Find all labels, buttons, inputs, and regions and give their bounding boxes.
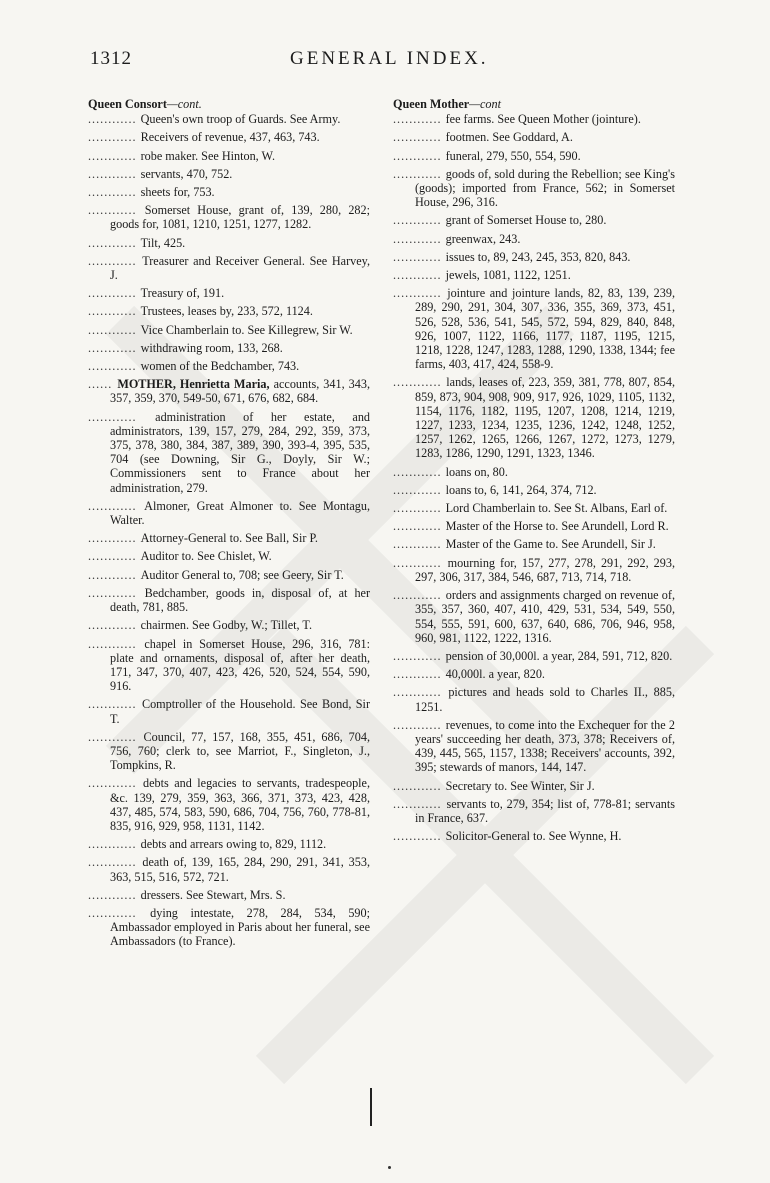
index-entry <box>88 906 370 949</box>
entry-text: death of, 139, 165, 284, 290, 291, 341, 353, 363, 515, 516, 572, 721. <box>110 855 371 884</box>
index-entry <box>393 667 675 681</box>
leader-dots: ............ <box>88 837 141 852</box>
index-entry <box>393 149 675 163</box>
index-entry <box>393 829 675 843</box>
heading-suffix: —cont. <box>166 97 202 111</box>
entry-text: women of the Bedchamber, 743. <box>140 359 300 374</box>
index-entry <box>88 377 370 405</box>
entry-text: loans on, 80. <box>445 464 508 479</box>
entry-text: fee farms. See Queen Mother (jointure). <box>445 112 641 127</box>
leader-dots: ............ <box>88 567 141 582</box>
leader-dots: ............ <box>88 340 141 355</box>
entry-text: robe maker. See Hinton, W. <box>140 148 275 163</box>
index-entry <box>88 618 370 632</box>
index-entry <box>88 549 370 563</box>
index-entry <box>88 341 370 355</box>
right-column <box>393 97 675 847</box>
index-entry <box>88 112 370 126</box>
entry-text: Master of the Game to. See Arundell, Sir J. <box>445 537 656 552</box>
leader-dots: ............ <box>88 887 141 902</box>
entry-text: pictures and heads sold to Charles II., 885, 1251. <box>415 685 675 714</box>
entry-text: revenues, to come into the Exchequer for the 2 years' succeeding her death, 373, 378; Receivers of, 439, 445, 565, 1157, 1338; Receivers' accounts, 392, 395; stewards of manors, 144, 147. <box>415 717 675 775</box>
entry-text: accounts, 341, 343, 357, 359, 370, 549-50, 671, 676, 682, 684. <box>110 377 370 406</box>
index-entry <box>88 323 370 337</box>
entry-text: dressers. See Stewart, Mrs. S. <box>140 887 286 902</box>
entry-text: Bedchamber, goods in, disposal of, at her death, 781, 885. <box>110 585 371 615</box>
index-entry <box>393 718 675 775</box>
index-entry <box>393 268 675 282</box>
leader-dots: ............ <box>393 213 446 228</box>
entry-text: pension of 30,000l. a year, 284, 591, 712, 820. <box>445 648 673 663</box>
entry-text: Treasurer and Receiver General. See Harvey, J. <box>110 253 370 283</box>
index-entry <box>393 588 675 645</box>
leader-dots: ...... <box>88 377 118 392</box>
index-entry <box>88 304 370 318</box>
leader-dots: ............ <box>88 148 141 163</box>
entry-text: Queen's own troop of Guards. See Army. <box>140 112 341 127</box>
index-entry <box>88 130 370 144</box>
index-entry <box>88 855 370 883</box>
leader-dots: ............ <box>88 636 145 651</box>
entry-name: MOTHER, Henrietta Maria, <box>117 377 270 392</box>
leader-dots: ............ <box>393 555 448 570</box>
entry-text: Auditor General to, 708; see Geery, Sir T. <box>140 567 344 582</box>
leader-dots: ............ <box>393 501 446 516</box>
leader-dots: ............ <box>88 322 141 337</box>
index-entry <box>88 730 370 773</box>
entry-text: Trustees, leases by, 233, 572, 1124. <box>140 304 313 319</box>
entry-text: Council, 77, 157, 168, 355, 451, 686, 704, 756, 760; clerk to, see Marriot, F., Singleton, J., Tompkins, R. <box>110 729 371 773</box>
entry-text: Secretary to. See Winter, Sir J. <box>445 778 595 793</box>
entry-text: Auditor to. See Chislet, W. <box>140 549 272 564</box>
entry-text: Comptroller of the Household. See Bond, Sir T. <box>110 697 371 726</box>
entry-text: dying intestate, 278, 284, 534, 590; Ambassador employed in Paris about her funeral, see Ambassadors (to France). <box>110 905 370 949</box>
entry-text: goods of, sold during the Rebellion; see King's (goods); imported from France, 562; in Somerset House, 296, 316. <box>415 166 675 210</box>
leader-dots: ............ <box>88 185 141 200</box>
entry-text: Somerset House, grant of, 139, 280, 282; goods for, 1081, 1210, 1251, 1277, 1282. <box>110 203 370 232</box>
index-entry <box>88 568 370 582</box>
index-entry <box>88 776 370 833</box>
leader-dots: ............ <box>88 498 145 513</box>
leader-dots: ............ <box>393 519 446 534</box>
entry-text: grant of Somerset House to, 280. <box>445 213 607 228</box>
index-entry <box>393 167 675 210</box>
leader-dots: ............ <box>393 286 448 301</box>
leader-dots: ............ <box>88 359 141 374</box>
leader-dots: ............ <box>393 796 447 811</box>
column-heading <box>393 97 675 111</box>
index-entry <box>88 410 370 495</box>
index-entry <box>393 537 675 551</box>
index-entry <box>88 286 370 300</box>
left-entry-list <box>88 112 370 948</box>
entry-text: Master of the Horse to. See Arundell, Lord R. <box>445 519 669 534</box>
index-entry <box>88 586 370 614</box>
entry-text: debts and arrears owing to, 829, 1112. <box>140 837 327 852</box>
index-entry <box>88 531 370 545</box>
index-entry <box>393 465 675 479</box>
index-entry <box>393 130 675 144</box>
entry-text: chairmen. See Godby, W.; Tillet, T. <box>140 618 313 633</box>
left-column <box>88 97 370 953</box>
index-entry <box>393 519 675 533</box>
entry-text: footmen. See Goddard, A. <box>445 130 573 145</box>
index-entry <box>88 167 370 181</box>
entry-text: lands, leases of, 223, 359, 381, 778, 807, 854, 859, 873, 904, 908, 909, 917, 926, 1029, 1105, 1132, 1154, 1176, 1182, 1195, 1207, 1208, 1214, 1219, 1227, 1233, 1234, 1235, 1236, 1242, 1248, 1252, 1257, 1262, 1265, 1266, 1267, 1272, 1273, 1279, 1283, 1286, 1290, 1291, 1323, 1346. <box>415 375 676 461</box>
entry-text: issues to, 89, 243, 245, 353, 820, 843. <box>445 249 631 264</box>
index-entry <box>393 556 675 584</box>
leader-dots: ............ <box>393 829 446 844</box>
leader-dots: ............ <box>393 482 446 497</box>
entry-text: withdrawing room, 133, 268. <box>140 340 283 355</box>
index-entry <box>393 250 675 264</box>
leader-dots: ............ <box>88 112 141 127</box>
entry-text: orders and assignments charged on revenue of, 355, 357, 360, 407, 410, 429, 531, 534, 549, 550, 554, 555, 591, 600, 637, 640, 686, 706, 946, 958, 960, 981, 1122, 1222, 1316. <box>415 588 676 645</box>
entry-text: sheets for, 753. <box>140 185 215 200</box>
index-entry <box>88 254 370 282</box>
entry-text: greenwax, 243. <box>445 231 521 246</box>
page-number: 1312 <box>90 48 132 69</box>
index-entry <box>88 185 370 199</box>
leader-dots: ............ <box>88 729 144 744</box>
footer-dot <box>388 1166 391 1169</box>
leader-dots: ............ <box>393 667 446 682</box>
leader-dots: ............ <box>88 776 144 791</box>
index-entry <box>393 797 675 825</box>
leader-dots: ............ <box>393 112 446 127</box>
leader-dots: ............ <box>88 235 141 250</box>
leader-dots: ............ <box>393 148 446 163</box>
leader-dots: ............ <box>88 905 151 920</box>
heading-text: Queen Consort <box>88 97 167 111</box>
index-entry <box>88 236 370 250</box>
heading-suffix: —cont <box>469 97 501 111</box>
leader-dots: ............ <box>393 130 446 145</box>
entry-text: Attorney-General to. See Ball, Sir P. <box>140 531 318 546</box>
column-heading <box>88 97 370 111</box>
margin-rule <box>370 1088 372 1126</box>
index-entry <box>393 649 675 663</box>
entry-text: chapel in Somerset House, 296, 316, 781: plate and ornaments, disposal of, after her death, 171, 347, 370, 407, 423, 426, 520, 524, 554, 590, 916. <box>110 636 371 694</box>
entry-text: servants, 470, 752. <box>140 166 233 181</box>
entry-text: jointure and jointure lands, 82, 83, 139, 239, 289, 290, 291, 304, 307, 336, 355, 369, 373, 451, 526, 528, 536, 541, 545, 572, 594, 829, 840, 848, 926, 1007, 1122, 1166, 1177, 1187, 1195, 1215, 1218, 1228, 1247, 1283, 1288, 1290, 1338, 1344; fee farms, 403, 417, 424, 558-9. <box>415 286 675 372</box>
entry-text: 40,000l. a year, 820. <box>445 667 545 682</box>
right-entry-list <box>393 112 675 843</box>
entry-text: jewels, 1081, 1122, 1251. <box>445 268 571 283</box>
leader-dots: ............ <box>393 231 446 246</box>
index-entry <box>88 203 370 231</box>
running-title: GENERAL INDEX. <box>290 48 489 69</box>
leader-dots: ............ <box>393 537 446 552</box>
leader-dots: ............ <box>88 253 143 268</box>
index-entry <box>88 837 370 851</box>
entry-text: Almoner, Great Almoner to. See Montagu, Walter. <box>110 498 370 528</box>
page-header <box>90 48 720 78</box>
entry-text: Vice Chamberlain to. See Killegrew, Sir W. <box>140 322 353 337</box>
index-entry <box>88 359 370 373</box>
leader-dots: ............ <box>88 166 141 181</box>
leader-dots: ............ <box>88 286 141 301</box>
index-entry <box>393 375 675 460</box>
index-entry <box>88 888 370 902</box>
entry-text: Tilt, 425. <box>140 235 186 250</box>
index-entry <box>393 685 675 713</box>
leader-dots: ............ <box>393 778 446 793</box>
leader-dots: ............ <box>88 304 141 319</box>
index-entry <box>393 286 675 371</box>
entry-text: servants to, 279, 354; list of, 778-81; servants in France, 637. <box>415 796 676 825</box>
index-entry <box>88 149 370 163</box>
entry-text: mourning for, 157, 277, 278, 291, 292, 293, 297, 306, 317, 384, 546, 687, 713, 714, 718. <box>415 555 676 584</box>
leader-dots: ............ <box>393 588 446 603</box>
leader-dots: ............ <box>393 375 447 390</box>
entry-text: debts and legacies to servants, tradespeople, &c. 139, 279, 359, 363, 366, 371, 373, 423, 428, 437, 485, 574, 583, 590, 686, 704, 756, 760, 778-81, 835, 916, 929, 958, 1131, 1142. <box>110 776 371 833</box>
leader-dots: ............ <box>88 697 142 712</box>
entry-text: funeral, 279, 550, 554, 590. <box>445 148 581 163</box>
leader-dots: ............ <box>393 166 446 181</box>
index-entry <box>393 483 675 497</box>
index-entry <box>393 501 675 515</box>
index-entry <box>88 637 370 694</box>
leader-dots: ............ <box>88 618 141 633</box>
leader-dots: ............ <box>88 549 141 564</box>
index-entry <box>393 213 675 227</box>
leader-dots: ............ <box>88 855 143 870</box>
leader-dots: ............ <box>88 531 141 546</box>
index-entry <box>393 779 675 793</box>
leader-dots: ............ <box>88 203 145 218</box>
entry-text: Lord Chamberlain to. See St. Albans, Earl of. <box>445 501 668 516</box>
entry-text: loans to, 6, 141, 264, 374, 712. <box>445 482 597 497</box>
index-entry <box>393 232 675 246</box>
leader-dots: ............ <box>393 464 446 479</box>
entry-text: Receivers of revenue, 437, 463, 743. <box>140 130 320 145</box>
leader-dots: ............ <box>393 648 446 663</box>
leader-dots: ............ <box>393 685 449 700</box>
leader-dots: ............ <box>393 268 446 283</box>
index-entry <box>88 499 370 527</box>
leader-dots: ............ <box>393 717 446 732</box>
leader-dots: ............ <box>88 585 145 600</box>
leader-dots: ............ <box>393 249 446 264</box>
entry-text: administration of her estate, and administrators, 139, 157, 279, 284, 292, 359, 373, 375, 378, 380, 384, 387, 389, 390, 393-4, 395, 535, 704 (see Downing, Sir G., Doyly, Sir W.; Commissioners sent to France about her administration, 279. <box>110 409 371 495</box>
leader-dots: ............ <box>88 130 141 145</box>
leader-dots: ............ <box>88 409 156 424</box>
entry-text: Treasury of, 191. <box>140 286 225 301</box>
index-entry <box>393 112 675 126</box>
entry-text: Solicitor-General to. See Wynne, H. <box>445 829 622 844</box>
heading-text: Queen Mother <box>393 97 470 111</box>
index-entry <box>88 697 370 725</box>
